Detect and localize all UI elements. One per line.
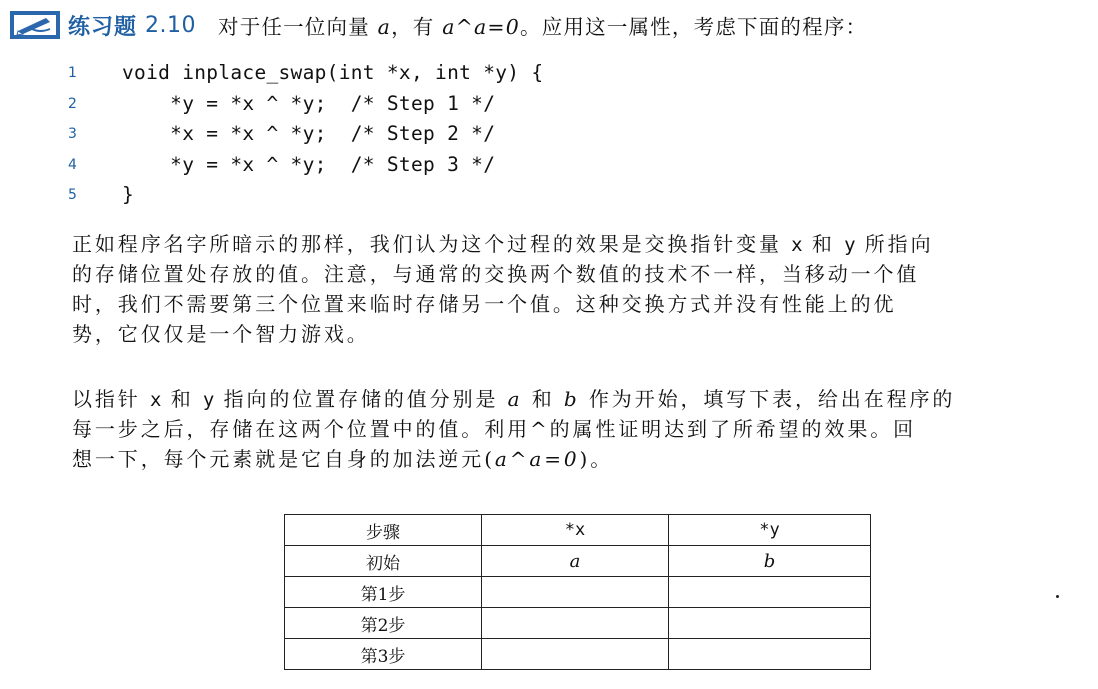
math-var-a: a bbox=[507, 387, 523, 411]
code-var-x: x bbox=[149, 389, 162, 411]
header-y: *y bbox=[669, 515, 871, 546]
paragraph-line: 时，我们不需要第三个位置来临时存储另一个值。这种交换方式并没有性能上的优 bbox=[72, 292, 897, 316]
code-var-y: y bbox=[844, 234, 856, 256]
y-value-cell[interactable] bbox=[669, 639, 871, 670]
exercise-label: 练习题 bbox=[68, 14, 138, 40]
paragraph-line bbox=[72, 229, 1092, 259]
text-run: 和 bbox=[811, 232, 835, 256]
step-cell: 第2步 bbox=[285, 608, 482, 639]
paragraph-line: 的存储位置处存放的值。注意，与通常的交换两个数值的技术不一样，当移动一个值 bbox=[72, 262, 920, 286]
table-row bbox=[285, 608, 871, 639]
x-value-cell[interactable] bbox=[482, 639, 669, 670]
exercise-heading bbox=[10, 8, 867, 42]
line-number: 1 bbox=[68, 65, 77, 81]
table-header-row bbox=[285, 515, 871, 546]
header-x: *x bbox=[482, 515, 669, 546]
paragraph-line: 势，它仅仅是一个智力游戏。 bbox=[72, 322, 370, 346]
x-value-cell[interactable] bbox=[482, 608, 669, 639]
code-text: } bbox=[122, 183, 135, 206]
line-number: 5 bbox=[68, 187, 77, 203]
pencil-exercise-icon bbox=[10, 11, 60, 39]
table-row bbox=[285, 577, 871, 608]
x-value-cell: a bbox=[482, 546, 669, 577]
paragraph-description bbox=[72, 229, 1092, 349]
code-line bbox=[60, 89, 496, 120]
text-run: )。 bbox=[579, 447, 614, 471]
text-run: 指向的位置存储的值分别是 bbox=[223, 387, 499, 411]
paragraph-line bbox=[72, 444, 1092, 474]
text-run: 作为开始，填写下表，给出在程序的 bbox=[588, 387, 956, 411]
code-line bbox=[60, 180, 135, 211]
page-speck bbox=[1056, 595, 1059, 598]
paragraph-line: 每一步之后，存储在这两个位置中的值。利用^的属性证明达到了所希望的效果。回 bbox=[72, 417, 917, 441]
y-value-cell[interactable] bbox=[669, 577, 871, 608]
math-identity: a^a=0 bbox=[494, 447, 580, 471]
code-listing bbox=[60, 58, 544, 211]
text-run: 和 bbox=[531, 387, 555, 411]
text-run: 和 bbox=[170, 387, 194, 411]
table-row bbox=[285, 639, 871, 670]
y-value-cell[interactable] bbox=[669, 608, 871, 639]
code-text: *x = *x ^ *y; /* Step 2 */ bbox=[122, 122, 496, 145]
code-var-y: y bbox=[202, 389, 215, 411]
code-text: *y = *x ^ *y; /* Step 1 */ bbox=[122, 91, 496, 115]
statement-part: ，有 bbox=[391, 15, 435, 39]
line-number: 3 bbox=[68, 126, 77, 142]
statement-part: 对于任一位向量 bbox=[218, 15, 370, 39]
step-cell: 第3步 bbox=[285, 639, 482, 670]
x-value-cell[interactable] bbox=[482, 577, 669, 608]
text-run: 以指针 bbox=[72, 387, 141, 411]
step-cell: 初始 bbox=[285, 546, 482, 577]
line-number: 2 bbox=[68, 95, 77, 112]
text-run: 想一下，每个元素就是它自身的加法逆元( bbox=[72, 447, 495, 471]
math-var-b: b bbox=[563, 387, 580, 411]
code-line bbox=[60, 119, 496, 150]
code-var-x: x bbox=[791, 234, 803, 256]
header-step: 步骤 bbox=[285, 515, 482, 546]
text-run: 所指向 bbox=[864, 232, 934, 256]
exercise-statement bbox=[218, 10, 867, 40]
table-row bbox=[285, 546, 871, 577]
paragraph-instructions bbox=[72, 384, 1092, 474]
math-var-a: a bbox=[377, 15, 392, 39]
code-text: *y = *x ^ *y; /* Step 3 */ bbox=[122, 152, 496, 176]
exercise-number: 2.10 bbox=[145, 12, 196, 38]
code-line bbox=[60, 150, 496, 181]
code-text: void inplace_swap(int *x, int *y) { bbox=[122, 61, 544, 84]
text-run: 正如程序名字所暗示的那样，我们认为这个过程的效果是交换指针变量 bbox=[72, 232, 782, 256]
line-number: 4 bbox=[68, 156, 77, 173]
step-cell: 第1步 bbox=[285, 577, 482, 608]
paragraph-line bbox=[72, 384, 1092, 414]
statement-part: 。应用这一属性，考虑下面的程序： bbox=[520, 15, 868, 39]
swap-steps-table bbox=[284, 514, 871, 670]
math-identity: a^a=0 bbox=[442, 15, 521, 39]
code-line bbox=[60, 58, 544, 89]
y-value-cell: b bbox=[669, 546, 871, 577]
